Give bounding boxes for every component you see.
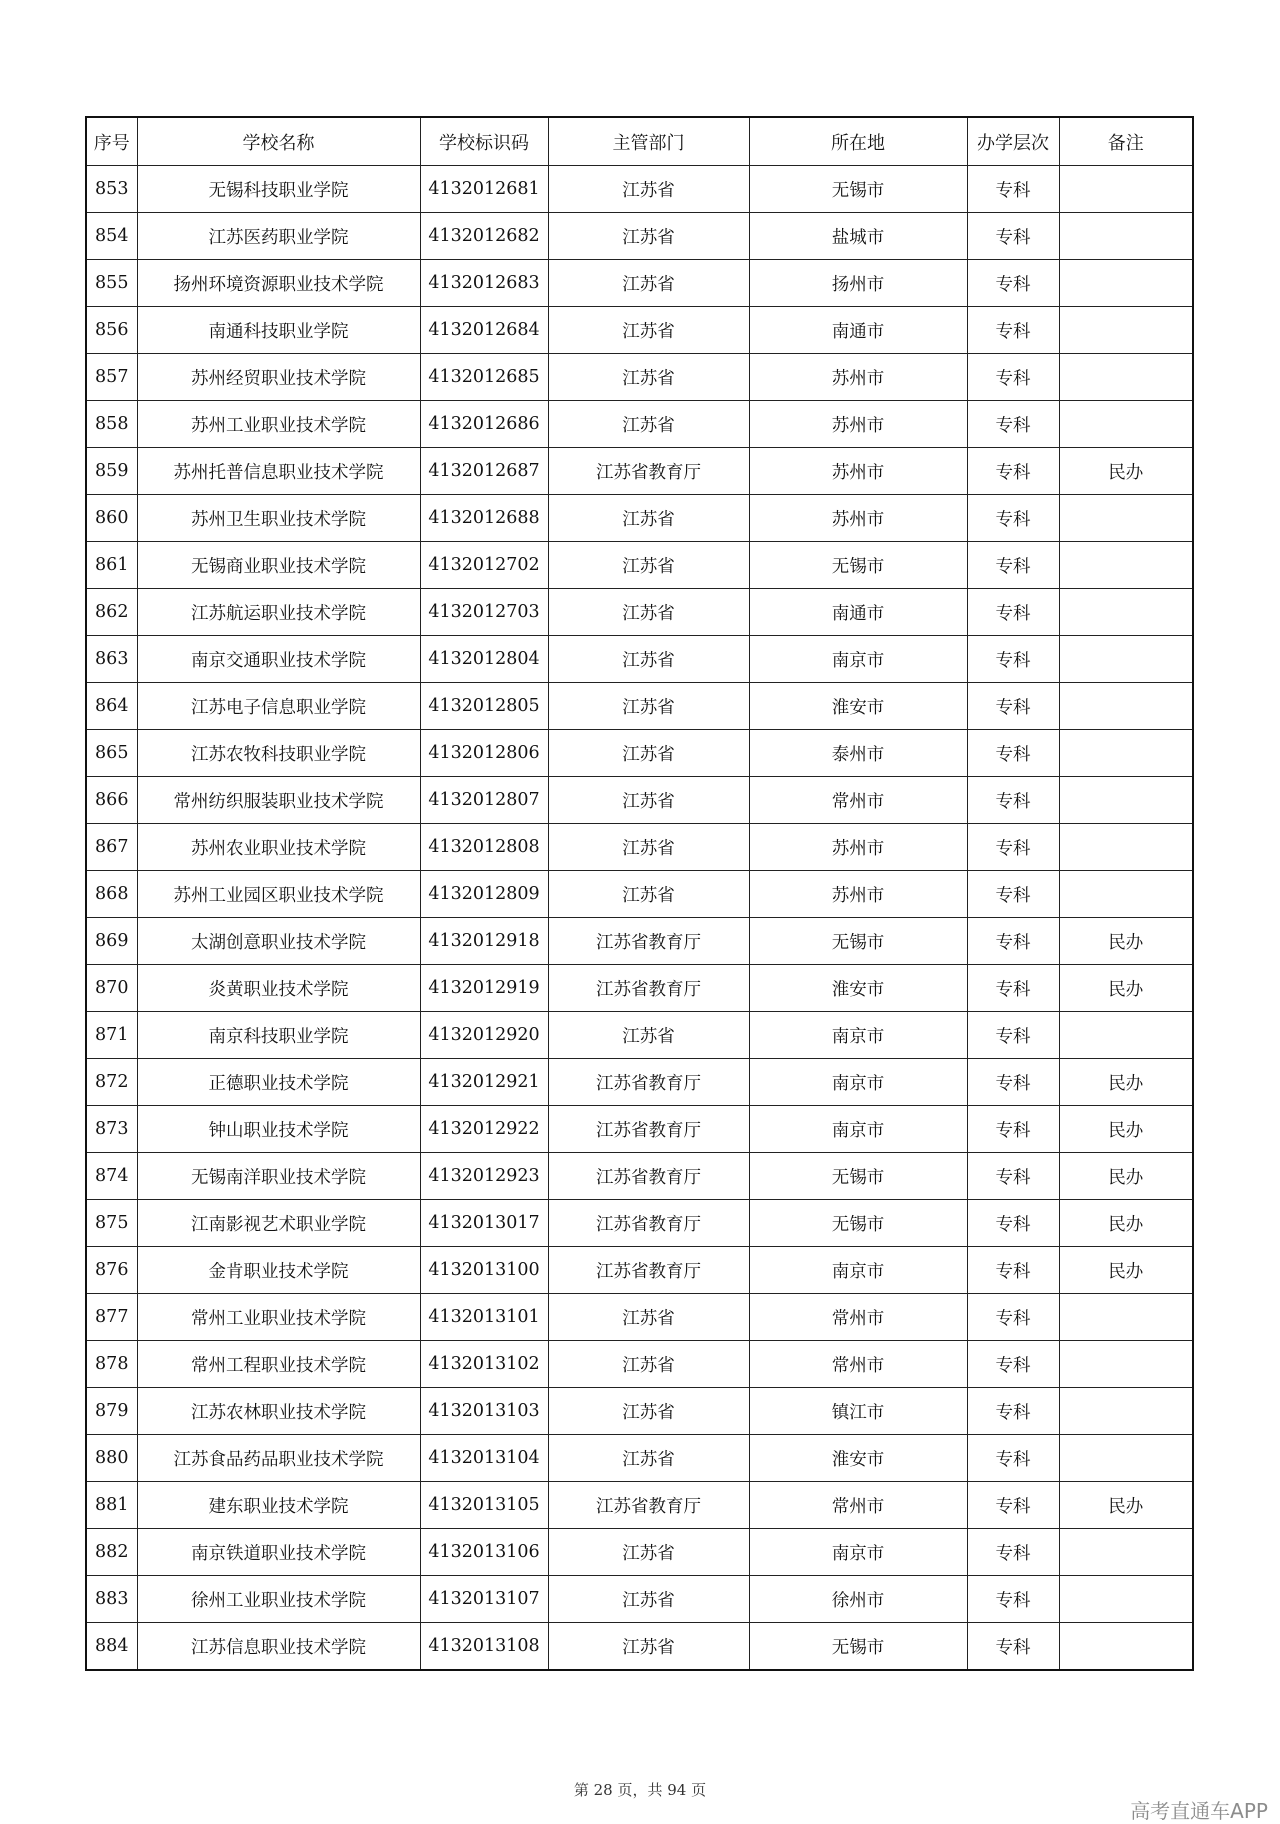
- cell-school-name: 无锡科技职业学院: [137, 166, 420, 213]
- cell-remark: [1059, 824, 1193, 871]
- cell-level: 专科: [967, 1623, 1059, 1671]
- cell-index: 879: [86, 1388, 137, 1435]
- table-row: [86, 730, 1193, 777]
- table-row: [86, 307, 1193, 354]
- table-body: [86, 166, 1193, 1671]
- cell-school-name: 南通科技职业学院: [137, 307, 420, 354]
- cell-location: 南京市: [749, 1059, 967, 1106]
- cell-location: 南通市: [749, 307, 967, 354]
- cell-school-code: 4132012685: [420, 354, 548, 401]
- cell-index: 855: [86, 260, 137, 307]
- cell-department: 江苏省: [548, 495, 749, 542]
- cell-school-name: 常州工程职业技术学院: [137, 1341, 420, 1388]
- table-row: [86, 495, 1193, 542]
- table-row: [86, 166, 1193, 213]
- cell-remark: [1059, 1529, 1193, 1576]
- cell-department: 江苏省: [548, 871, 749, 918]
- cell-level: 专科: [967, 401, 1059, 448]
- cell-school-name: 太湖创意职业技术学院: [137, 918, 420, 965]
- cell-school-name: 江苏电子信息职业学院: [137, 683, 420, 730]
- cell-department: 江苏省: [548, 542, 749, 589]
- cell-level: 专科: [967, 1529, 1059, 1576]
- cell-school-code: 4132012919: [420, 965, 548, 1012]
- cell-remark: [1059, 1388, 1193, 1435]
- school-list-table: [85, 116, 1194, 1671]
- cell-remark: [1059, 1623, 1193, 1671]
- cell-level: 专科: [967, 354, 1059, 401]
- cell-department: 江苏省教育厅: [548, 965, 749, 1012]
- cell-location: 无锡市: [749, 542, 967, 589]
- cell-school-code: 4132013103: [420, 1388, 548, 1435]
- cell-location: 苏州市: [749, 401, 967, 448]
- table-row: [86, 918, 1193, 965]
- cell-level: 专科: [967, 1106, 1059, 1153]
- cell-school-name: 江苏航运职业技术学院: [137, 589, 420, 636]
- table-row: [86, 1623, 1193, 1671]
- cell-index: 863: [86, 636, 137, 683]
- cell-school-code: 4132013017: [420, 1200, 548, 1247]
- cell-level: 专科: [967, 1576, 1059, 1623]
- cell-remark: [1059, 495, 1193, 542]
- cell-location: 苏州市: [749, 448, 967, 495]
- cell-index: 869: [86, 918, 137, 965]
- cell-school-code: 4132013101: [420, 1294, 548, 1341]
- cell-school-code: 4132012808: [420, 824, 548, 871]
- cell-index: 884: [86, 1623, 137, 1671]
- cell-school-name: 常州纺织服装职业技术学院: [137, 777, 420, 824]
- header-location: 所在地: [749, 117, 967, 166]
- cell-location: 徐州市: [749, 1576, 967, 1623]
- table-row: [86, 542, 1193, 589]
- cell-index: 865: [86, 730, 137, 777]
- cell-location: 扬州市: [749, 260, 967, 307]
- cell-department: 江苏省教育厅: [548, 1200, 749, 1247]
- table-row: [86, 1529, 1193, 1576]
- cell-level: 专科: [967, 1388, 1059, 1435]
- table-row: [86, 1576, 1193, 1623]
- cell-remark: [1059, 166, 1193, 213]
- cell-level: 专科: [967, 918, 1059, 965]
- cell-school-name: 江苏医药职业学院: [137, 213, 420, 260]
- cell-level: 专科: [967, 636, 1059, 683]
- cell-remark: [1059, 589, 1193, 636]
- cell-index: 854: [86, 213, 137, 260]
- table-row: [86, 636, 1193, 683]
- cell-index: 872: [86, 1059, 137, 1106]
- cell-school-code: 4132013104: [420, 1435, 548, 1482]
- cell-school-name: 无锡南洋职业技术学院: [137, 1153, 420, 1200]
- table-row: [86, 1435, 1193, 1482]
- table-row: [86, 871, 1193, 918]
- cell-school-name: 江苏信息职业技术学院: [137, 1623, 420, 1671]
- cell-department: 江苏省: [548, 636, 749, 683]
- cell-department: 江苏省: [548, 1341, 749, 1388]
- cell-location: 无锡市: [749, 918, 967, 965]
- cell-department: 江苏省教育厅: [548, 1106, 749, 1153]
- cell-location: 南京市: [749, 1529, 967, 1576]
- cell-index: 858: [86, 401, 137, 448]
- table-row: [86, 1482, 1193, 1529]
- cell-school-name: 江南影视艺术职业学院: [137, 1200, 420, 1247]
- cell-index: 874: [86, 1153, 137, 1200]
- cell-department: 江苏省: [548, 401, 749, 448]
- cell-school-name: 正德职业技术学院: [137, 1059, 420, 1106]
- table-row: [86, 1153, 1193, 1200]
- header-index: 序号: [86, 117, 137, 166]
- cell-level: 专科: [967, 1059, 1059, 1106]
- cell-remark: 民办: [1059, 448, 1193, 495]
- cell-level: 专科: [967, 824, 1059, 871]
- cell-remark: [1059, 1294, 1193, 1341]
- cell-level: 专科: [967, 730, 1059, 777]
- cell-school-code: 4132012918: [420, 918, 548, 965]
- table-row: [86, 1388, 1193, 1435]
- cell-location: 常州市: [749, 777, 967, 824]
- cell-department: 江苏省: [548, 589, 749, 636]
- cell-school-code: 4132013102: [420, 1341, 548, 1388]
- cell-school-name: 扬州环境资源职业技术学院: [137, 260, 420, 307]
- cell-location: 南通市: [749, 589, 967, 636]
- cell-school-code: 4132013105: [420, 1482, 548, 1529]
- cell-index: 856: [86, 307, 137, 354]
- cell-department: 江苏省: [548, 166, 749, 213]
- cell-index: 871: [86, 1012, 137, 1059]
- cell-index: 866: [86, 777, 137, 824]
- cell-location: 苏州市: [749, 871, 967, 918]
- cell-remark: 民办: [1059, 965, 1193, 1012]
- table-row: [86, 589, 1193, 636]
- cell-school-name: 苏州工业职业技术学院: [137, 401, 420, 448]
- table-row: [86, 683, 1193, 730]
- cell-remark: [1059, 1341, 1193, 1388]
- cell-school-code: 4132012682: [420, 213, 548, 260]
- cell-location: 南京市: [749, 1247, 967, 1294]
- cell-remark: 民办: [1059, 1200, 1193, 1247]
- cell-school-name: 南京铁道职业技术学院: [137, 1529, 420, 1576]
- cell-school-name: 苏州卫生职业技术学院: [137, 495, 420, 542]
- cell-school-name: 金肯职业技术学院: [137, 1247, 420, 1294]
- cell-location: 泰州市: [749, 730, 967, 777]
- cell-location: 镇江市: [749, 1388, 967, 1435]
- cell-level: 专科: [967, 871, 1059, 918]
- table-row: [86, 260, 1193, 307]
- cell-department: 江苏省: [548, 1012, 749, 1059]
- cell-school-name: 建东职业技术学院: [137, 1482, 420, 1529]
- cell-index: 876: [86, 1247, 137, 1294]
- cell-remark: [1059, 354, 1193, 401]
- cell-remark: 民办: [1059, 1482, 1193, 1529]
- cell-school-code: 4132012805: [420, 683, 548, 730]
- cell-location: 常州市: [749, 1482, 967, 1529]
- table-row: [86, 1106, 1193, 1153]
- cell-school-name: 炎黄职业技术学院: [137, 965, 420, 1012]
- cell-index: 883: [86, 1576, 137, 1623]
- header-remark: 备注: [1059, 117, 1193, 166]
- cell-school-code: 4132013106: [420, 1529, 548, 1576]
- cell-department: 江苏省: [548, 307, 749, 354]
- cell-school-name: 江苏食品药品职业技术学院: [137, 1435, 420, 1482]
- cell-index: 864: [86, 683, 137, 730]
- cell-remark: [1059, 1012, 1193, 1059]
- cell-remark: 民办: [1059, 1106, 1193, 1153]
- cell-level: 专科: [967, 1012, 1059, 1059]
- cell-school-code: 4132013100: [420, 1247, 548, 1294]
- cell-level: 专科: [967, 1200, 1059, 1247]
- table-row: [86, 824, 1193, 871]
- cell-location: 南京市: [749, 1012, 967, 1059]
- cell-index: 862: [86, 589, 137, 636]
- cell-remark: [1059, 1576, 1193, 1623]
- cell-school-name: 徐州工业职业技术学院: [137, 1576, 420, 1623]
- cell-department: 江苏省: [548, 730, 749, 777]
- cell-level: 专科: [967, 166, 1059, 213]
- cell-department: 江苏省教育厅: [548, 1482, 749, 1529]
- cell-department: 江苏省: [548, 1388, 749, 1435]
- cell-school-code: 4132012703: [420, 589, 548, 636]
- cell-department: 江苏省: [548, 1294, 749, 1341]
- cell-location: 苏州市: [749, 495, 967, 542]
- cell-remark: 民办: [1059, 1153, 1193, 1200]
- watermark-text: 高考直通车APP: [1130, 1799, 1268, 1823]
- table-row: [86, 965, 1193, 1012]
- cell-location: 无锡市: [749, 1200, 967, 1247]
- cell-school-code: 4132012809: [420, 871, 548, 918]
- header-level: 办学层次: [967, 117, 1059, 166]
- cell-location: 无锡市: [749, 166, 967, 213]
- cell-school-name: 江苏农牧科技职业学院: [137, 730, 420, 777]
- cell-department: 江苏省: [548, 213, 749, 260]
- cell-school-name: 苏州农业职业技术学院: [137, 824, 420, 871]
- cell-location: 无锡市: [749, 1623, 967, 1671]
- cell-remark: [1059, 730, 1193, 777]
- cell-level: 专科: [967, 1435, 1059, 1482]
- table-row: [86, 1294, 1193, 1341]
- cell-school-code: 4132012688: [420, 495, 548, 542]
- table-row: [86, 1341, 1193, 1388]
- cell-department: 江苏省: [548, 683, 749, 730]
- cell-index: 868: [86, 871, 137, 918]
- cell-remark: 民办: [1059, 1059, 1193, 1106]
- cell-location: 苏州市: [749, 354, 967, 401]
- cell-location: 南京市: [749, 1106, 967, 1153]
- cell-remark: [1059, 307, 1193, 354]
- cell-school-code: 4132012687: [420, 448, 548, 495]
- cell-department: 江苏省: [548, 777, 749, 824]
- cell-department: 江苏省教育厅: [548, 1153, 749, 1200]
- cell-remark: [1059, 1435, 1193, 1482]
- cell-school-name: 苏州经贸职业技术学院: [137, 354, 420, 401]
- cell-department: 江苏省教育厅: [548, 1059, 749, 1106]
- cell-remark: [1059, 401, 1193, 448]
- cell-level: 专科: [967, 1153, 1059, 1200]
- cell-remark: [1059, 542, 1193, 589]
- cell-level: 专科: [967, 777, 1059, 824]
- cell-school-name: 无锡商业职业技术学院: [137, 542, 420, 589]
- cell-school-name: 南京科技职业学院: [137, 1012, 420, 1059]
- cell-remark: [1059, 871, 1193, 918]
- cell-level: 专科: [967, 683, 1059, 730]
- cell-school-code: 4132012922: [420, 1106, 548, 1153]
- cell-index: 882: [86, 1529, 137, 1576]
- cell-location: 常州市: [749, 1294, 967, 1341]
- table-row: [86, 1200, 1193, 1247]
- cell-index: 867: [86, 824, 137, 871]
- cell-location: 淮安市: [749, 683, 967, 730]
- cell-index: 881: [86, 1482, 137, 1529]
- cell-location: 盐城市: [749, 213, 967, 260]
- table-row: [86, 213, 1193, 260]
- cell-school-code: 4132013107: [420, 1576, 548, 1623]
- cell-school-name: 江苏农林职业技术学院: [137, 1388, 420, 1435]
- cell-index: 880: [86, 1435, 137, 1482]
- cell-location: 南京市: [749, 636, 967, 683]
- cell-department: 江苏省教育厅: [548, 918, 749, 965]
- cell-index: 857: [86, 354, 137, 401]
- cell-school-name: 苏州工业园区职业技术学院: [137, 871, 420, 918]
- table-row: [86, 448, 1193, 495]
- cell-school-code: 4132012807: [420, 777, 548, 824]
- cell-level: 专科: [967, 965, 1059, 1012]
- cell-school-code: 4132012684: [420, 307, 548, 354]
- cell-level: 专科: [967, 1247, 1059, 1294]
- cell-department: 江苏省: [548, 1529, 749, 1576]
- cell-remark: [1059, 777, 1193, 824]
- cell-department: 江苏省教育厅: [548, 448, 749, 495]
- cell-department: 江苏省: [548, 1576, 749, 1623]
- cell-remark: 民办: [1059, 918, 1193, 965]
- cell-location: 淮安市: [749, 965, 967, 1012]
- cell-level: 专科: [967, 448, 1059, 495]
- cell-school-name: 钟山职业技术学院: [137, 1106, 420, 1153]
- cell-school-name: 常州工业职业技术学院: [137, 1294, 420, 1341]
- cell-department: 江苏省: [548, 824, 749, 871]
- cell-department: 江苏省: [548, 1623, 749, 1671]
- cell-level: 专科: [967, 307, 1059, 354]
- cell-school-code: 4132012683: [420, 260, 548, 307]
- cell-index: 877: [86, 1294, 137, 1341]
- cell-index: 861: [86, 542, 137, 589]
- table-row: [86, 777, 1193, 824]
- cell-school-code: 4132012681: [420, 166, 548, 213]
- cell-level: 专科: [967, 542, 1059, 589]
- cell-index: 859: [86, 448, 137, 495]
- header-department: 主管部门: [548, 117, 749, 166]
- cell-index: 870: [86, 965, 137, 1012]
- table-row: [86, 1012, 1193, 1059]
- cell-department: 江苏省: [548, 1435, 749, 1482]
- cell-school-code: 4132012804: [420, 636, 548, 683]
- cell-location: 淮安市: [749, 1435, 967, 1482]
- cell-remark: [1059, 260, 1193, 307]
- cell-level: 专科: [967, 1482, 1059, 1529]
- cell-index: 853: [86, 166, 137, 213]
- cell-location: 苏州市: [749, 824, 967, 871]
- cell-remark: 民办: [1059, 1247, 1193, 1294]
- page-number: 第 28 页，共 94 页: [573, 1781, 707, 1799]
- cell-department: 江苏省: [548, 354, 749, 401]
- cell-school-name: 苏州托普信息职业技术学院: [137, 448, 420, 495]
- cell-school-code: 4132012923: [420, 1153, 548, 1200]
- header-school-code: 学校标识码: [420, 117, 548, 166]
- cell-index: 875: [86, 1200, 137, 1247]
- cell-school-code: 4132012920: [420, 1012, 548, 1059]
- cell-school-code: 4132012702: [420, 542, 548, 589]
- cell-index: 878: [86, 1341, 137, 1388]
- header-row: [86, 117, 1193, 166]
- cell-index: 860: [86, 495, 137, 542]
- cell-location: 无锡市: [749, 1153, 967, 1200]
- cell-school-code: 4132012921: [420, 1059, 548, 1106]
- cell-location: 常州市: [749, 1341, 967, 1388]
- table-row: [86, 1247, 1193, 1294]
- cell-level: 专科: [967, 260, 1059, 307]
- cell-level: 专科: [967, 589, 1059, 636]
- cell-school-code: 4132012806: [420, 730, 548, 777]
- cell-index: 873: [86, 1106, 137, 1153]
- table-row: [86, 401, 1193, 448]
- table-row: [86, 1059, 1193, 1106]
- cell-level: 专科: [967, 213, 1059, 260]
- cell-level: 专科: [967, 1294, 1059, 1341]
- cell-level: 专科: [967, 495, 1059, 542]
- cell-school-name: 南京交通职业技术学院: [137, 636, 420, 683]
- cell-school-code: 4132013108: [420, 1623, 548, 1671]
- cell-level: 专科: [967, 1341, 1059, 1388]
- cell-remark: [1059, 683, 1193, 730]
- cell-remark: [1059, 213, 1193, 260]
- cell-school-code: 4132012686: [420, 401, 548, 448]
- cell-department: 江苏省: [548, 260, 749, 307]
- cell-remark: [1059, 636, 1193, 683]
- table-row: [86, 354, 1193, 401]
- header-school-name: 学校名称: [137, 117, 420, 166]
- cell-department: 江苏省教育厅: [548, 1247, 749, 1294]
